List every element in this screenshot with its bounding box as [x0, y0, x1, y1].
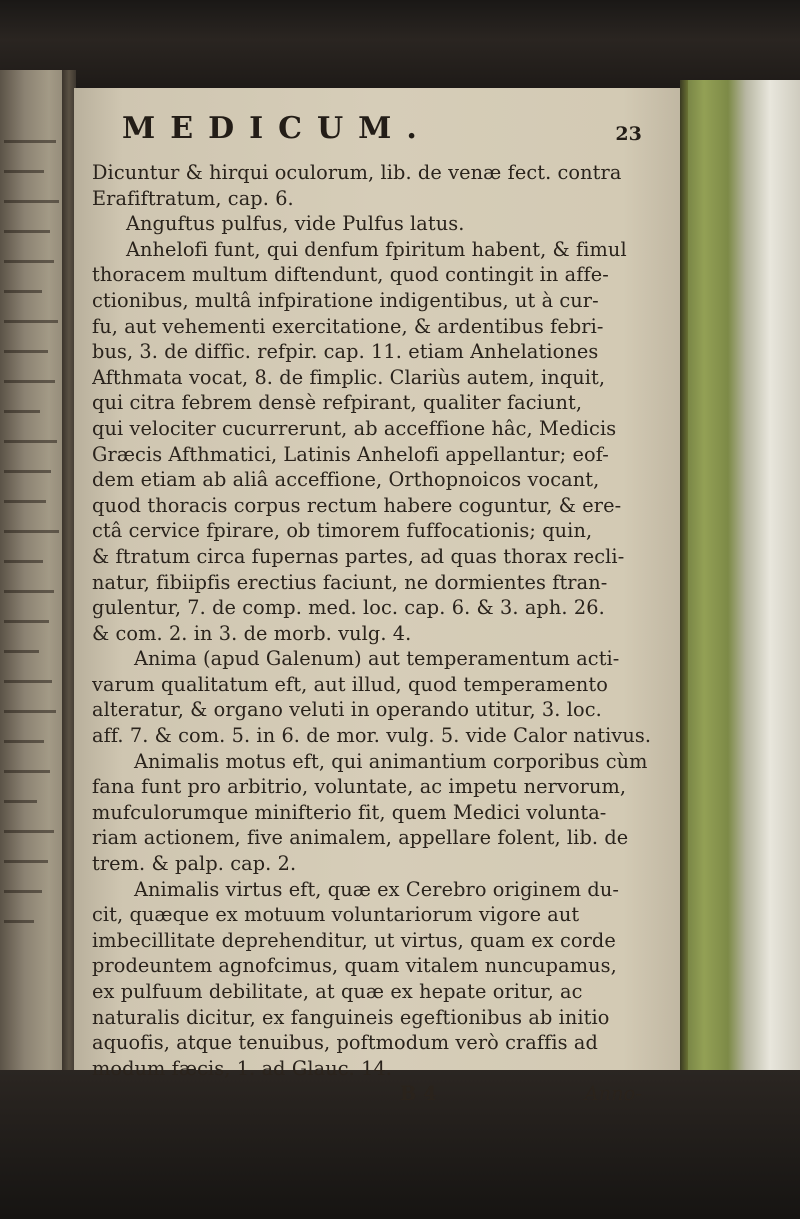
text-line: & com. 2. in 3. de morb. vulg. 4. [92, 621, 412, 645]
text-line: gulentur, 7. de comp. med. loc. cap. 6. & 3. aph. 26. [92, 596, 605, 620]
text-line: Animalis virtus eft, quæ ex Cerebro originem du- [134, 877, 619, 901]
text-line: Animalis motus eft, qui animantium corporibus cùm [134, 749, 648, 773]
text-line: trem. & palp. cap. 2. [92, 852, 297, 876]
text-line: imbecillitate deprehenditur, ut virtus, quam ex corde [92, 928, 616, 952]
text-line: aff. 7. & com. 5. in 6. de mor. vulg. 5. vide Calor nativus. [92, 724, 652, 748]
text-line: riam actionem, five animalem, appellare folent, lib. de [92, 826, 629, 850]
page-edges-stack [680, 80, 800, 1080]
text-line: Anhelofi funt, qui denfum fpiritum habent, & fimul [126, 237, 627, 261]
text-line: thoracem multum diftendunt, quod contingit in affe- [92, 263, 609, 287]
text-line: natur, fibiipfis erectius faciunt, ne dormientes ftran- [92, 570, 608, 594]
text-line: Erafiftratum, cap. 6. [92, 186, 294, 210]
text-line: ctionibus, multâ infpiratione indigentibus, ut à cur- [92, 288, 599, 312]
text-line: Anguftus pulfus, vide Pulfus latus. [126, 212, 465, 236]
text-line: & ftratum circa fupernas partes, ad quas thorax recli- [92, 544, 625, 568]
text-line: fana funt pro arbitrio, voluntate, ac impetu nervorum, [92, 775, 627, 799]
text-line: ctâ cervice fpirare, ob timorem fuffocationis; quin, [92, 519, 593, 543]
page-text [92, 111, 652, 1109]
signature-mark: B 4 [400, 1082, 437, 1106]
text-line: quod thoracis corpus rectum habere coguntur, & ere- [92, 493, 622, 517]
text-line: prodeuntem agnofcimus, quam vitalem nuncupamus, [92, 954, 617, 978]
text-line: Anima (apud Galenum) aut temperamentum acti- [134, 647, 620, 671]
page-header [92, 111, 652, 160]
text-line: mufculorumque minifterio fit, quem Medici volunta- [92, 800, 607, 824]
text-line: ex pulfuum debilitate, at quæ ex hepate oritur, ac [92, 980, 583, 1003]
text-line: dem etiam ab aliâ acceffione, Orthopnoicos vocant, [92, 468, 600, 492]
catchword: Anno- [584, 1082, 642, 1106]
text-line: bus, 3. de diffic. refpir. cap. 11. etiam Anhelationes [92, 340, 599, 364]
page-edge-shadow [680, 80, 688, 1080]
body-text [92, 160, 652, 1081]
text-line: naturalis dicitur, ex fanguineis egeftionibus ab initio [92, 1005, 610, 1029]
text-line: qui velociter cucurrerunt, ab acceffione hâc, Medicis [92, 416, 617, 440]
text-line: Afthmata vocat, 8. de fimplic. Clariùs autem, inquit, [92, 365, 606, 389]
previous-page-edge [0, 70, 70, 1070]
text-line: aquofis, atque tenuibus, poftmodum verò craffis ad [92, 1031, 598, 1055]
page-footer [92, 1081, 652, 1109]
text-line: alteratur, & organo veluti in operando utitur, 3. loc. [92, 698, 602, 722]
text-line: varum qualitatum eft, aut illud, quod temperamento [92, 672, 608, 696]
page-number: 23 [615, 123, 642, 145]
text-line: qui citra febrem densè refpirant, qualiter faciunt, [92, 391, 583, 415]
text-line: modum fæcis, 1. ad Glauc. 14. [92, 1056, 393, 1080]
text-line: Græcis Afthmatici, Latinis Anhelofi appellantur; eof- [92, 442, 609, 466]
text-line: cit, quæque ex motuum voluntariorum vigore aut [92, 903, 580, 927]
running-head: MEDICUM. [122, 111, 432, 146]
text-line: Dicuntur & hirqui oculorum, lib. de venæ fect. contra [92, 161, 622, 184]
text-line: fu, aut vehementi exercitatione, & ardentibus febri- [92, 314, 604, 338]
